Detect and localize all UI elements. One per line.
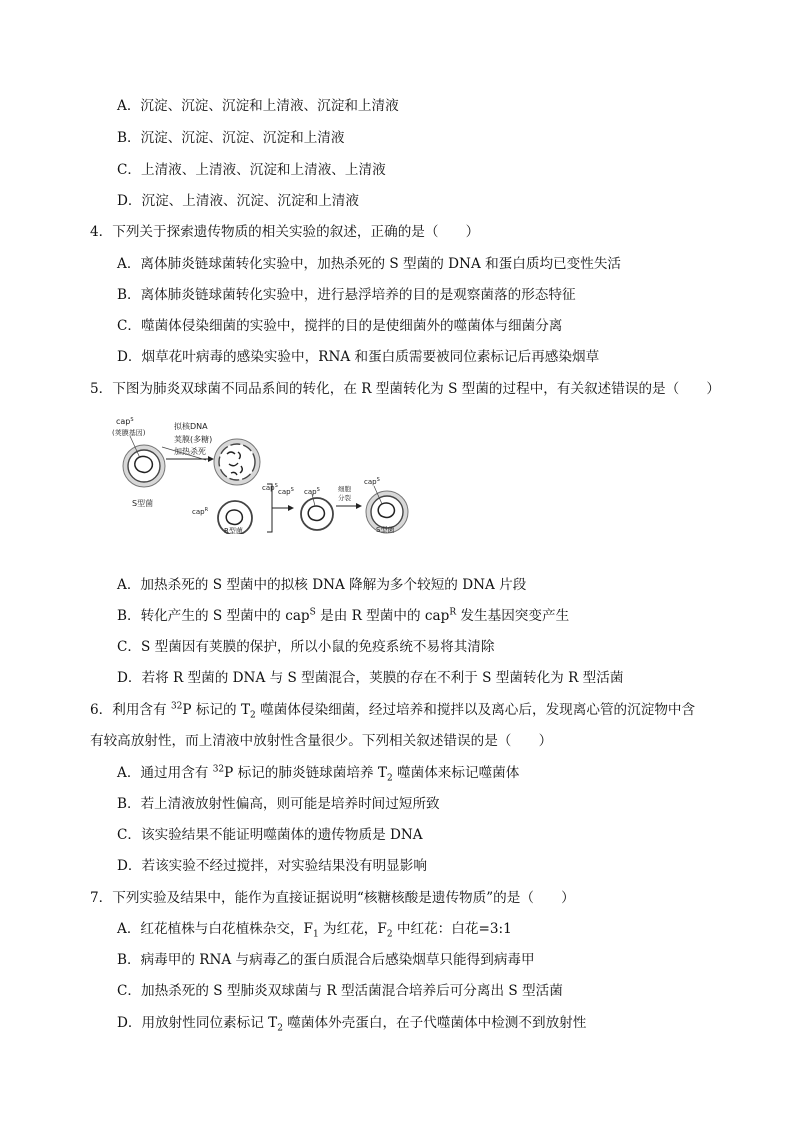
label-heat: 加热杀死	[174, 447, 206, 456]
svg-text:capS: cap$^S$	[262, 483, 278, 492]
cap-s-label: cap	[116, 417, 131, 426]
q5-stem: 5．下图为肺炎双球菌不同品系间的转化，在 R 型菌转化为 S 型菌的过程中，有关叙述错误的是（ ）	[90, 381, 721, 397]
q6-option-d: D．若该实验不经过搅拌，对实验结果没有明显影响	[117, 858, 427, 874]
q5-option-c: C．S 型菌因有荚膜的保护，所以小鼠的免疫系统不易将其清除	[117, 639, 495, 655]
division-label-2: 分裂	[338, 494, 351, 502]
q3-option-a: A．沉淀、沉淀、沉淀和上清液、沉淀和上清液	[117, 98, 399, 114]
q6-stem-line2: 有较高放射性，而上清液中放射性含量很少。下列相关叙述错误的是（ ）	[90, 733, 553, 749]
s-type-label-right: S型菌	[376, 526, 395, 534]
svg-text:capS: cap$^S$	[278, 487, 294, 496]
q5-option-d: D．若将 R 型菌的 DNA 与 S 型菌混合，荚膜的存在不利于 S 型菌转化为 R 型活菌	[117, 670, 624, 686]
q3-option-c: C．上清液、上清液、沉淀和上清液、上清液	[117, 162, 386, 178]
label-capsule: 荚膜(多糖)	[174, 435, 213, 444]
q6-option-c: C．该实验结果不能证明噬菌体的遗传物质是 DNA	[117, 827, 423, 843]
q7-option-b: B．病毒甲的 RNA 与病毒乙的蛋白质混合后感染烟草只能得到病毒甲	[117, 952, 535, 968]
q5-option-b: B．转化产生的 S 型菌中的 cap$^S$ 是由 R 型菌中的 cap$^R$ 发生基因突变产生	[117, 607, 570, 624]
q6-stem-line1: 6．利用含有 $^{32}$P 标记的 $T_2$ 噬菌体侵染细菌，经过培养和搅拌以及离心后，发现离心管的沉淀物中含	[90, 701, 696, 721]
svg-text:capS: cap$^S$	[364, 477, 380, 486]
s-type-bacterium-right	[364, 477, 408, 534]
r-type-label: R型菌	[224, 527, 243, 534]
cap-r-label: cap$^R$	[192, 507, 209, 516]
q7-option-d: D．用放射性同位素标记 $T_2$ 噬菌体外壳蛋白，在子代噬菌体中检测不到放射性	[117, 1015, 587, 1034]
s-type-label-left: S型菌	[132, 499, 154, 508]
s-type-bacterium-left	[112, 417, 165, 508]
bacteria-transformation-figure	[112, 414, 412, 534]
svg-text:capS: cap$^S$	[304, 487, 320, 496]
q4-stem: 4．下列关于探索遗传物质的相关实验的叙述，正确的是（ ）	[90, 224, 480, 240]
q7-option-a: A．红花植株与白花植株杂交，$F_1$ 为红花，$F_2$ 中红花：白花=3:1	[117, 921, 512, 940]
q5-option-a: A．加热杀死的 S 型菌中的拟核 DNA 降解为多个较短的 DNA 片段	[117, 577, 527, 593]
svg-text:capS: cap$^S$	[116, 417, 134, 426]
q4-option-d: D．烟草花叶病毒的感染实验中，RNA 和蛋白质需要被同位素标记后再感染烟草	[117, 349, 600, 365]
q3-option-b: B．沉淀、沉淀、沉淀、沉淀和上清液	[117, 130, 345, 146]
q4-option-a: A．离体肺炎链球菌转化实验中，加热杀死的 S 型菌的 DNA 和蛋白质均已变性失活	[117, 256, 622, 272]
label-dna: 拟核DNA	[174, 422, 208, 431]
q7-option-c: C．加热杀死的 S 型肺炎双球菌与 R 型活菌混合培养后可分离出 S 型活菌	[117, 983, 563, 999]
r-type-bacterium	[192, 501, 252, 534]
q6-option-a: A．通过用含有 $^{32}$P 标记的肺炎链球菌培养 $T_2$ 噬菌体来标记噬菌体	[117, 764, 520, 784]
q4-option-c: C．噬菌体侵染细菌的实验中，搅拌的目的是使细菌外的噬菌体与细菌分离	[117, 318, 563, 334]
q7-stem: 7．下列实验及结果中，能作为直接证据说明“核糖核酸是遗传物质”的是（ ）	[90, 890, 575, 906]
gene-note: (荚膜基因)	[112, 429, 146, 437]
q4-option-b: B．离体肺炎链球菌转化实验中，进行悬浮培养的目的是观察菌落的形态特征	[117, 287, 576, 303]
q3-option-d: D．沉淀、上清液、沉淀、沉淀和上清液	[117, 193, 359, 209]
q6-option-b: B．若上清液放射性偏高，则可能是培养时间过短所致	[117, 796, 440, 812]
division-label: 细胞	[338, 485, 351, 493]
